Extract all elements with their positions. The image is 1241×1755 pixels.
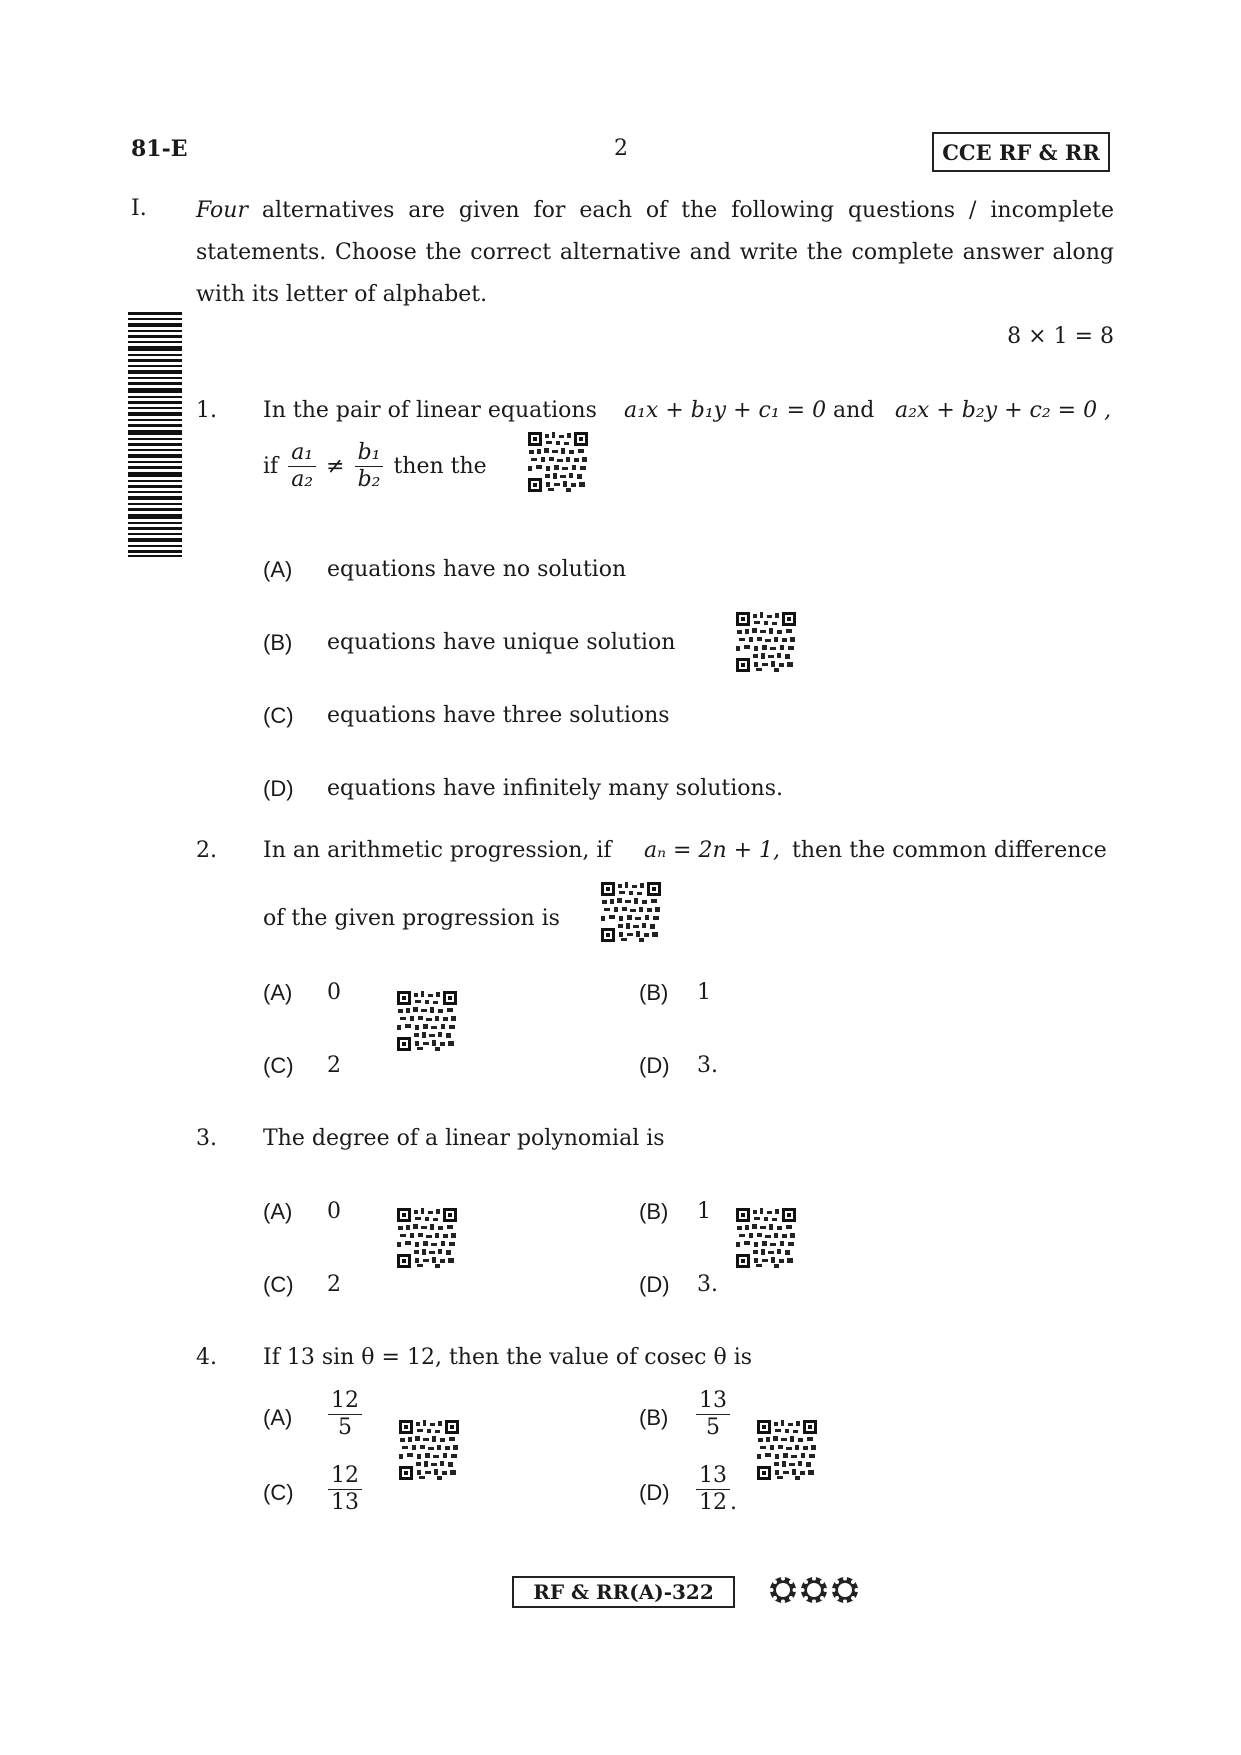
section-number: I. xyxy=(131,196,147,221)
option-fraction xyxy=(328,1388,362,1441)
option-label: (B) xyxy=(263,630,293,655)
page-number: 2 xyxy=(614,136,628,161)
fraction-numerator: 13 xyxy=(696,1388,730,1415)
option-label: (C) xyxy=(263,1480,294,1505)
exam-label-box xyxy=(932,132,1110,172)
question-text: then the common difference xyxy=(792,838,1107,863)
fraction-numerator: 12 xyxy=(328,1463,362,1490)
option-text: 0 xyxy=(327,1199,341,1224)
option-suffix: . xyxy=(730,1490,737,1515)
fraction-numerator: b₁ xyxy=(355,440,384,467)
option-fraction xyxy=(696,1388,730,1441)
option-fraction xyxy=(696,1463,730,1516)
option-text: 1 xyxy=(697,1199,711,1224)
qr-code-icon xyxy=(736,612,796,672)
option-text: equations have three solutions xyxy=(327,703,670,728)
option-text: equations have unique solution xyxy=(327,630,676,655)
question-text: If 13 sin θ = 12, then the value of cosec θ is xyxy=(263,1345,753,1370)
fraction-numerator: 13 xyxy=(696,1463,730,1490)
flower-symbol-icon xyxy=(830,1575,860,1605)
option-text: 0 xyxy=(327,980,341,1005)
option-label: (D) xyxy=(639,1053,670,1078)
equation-1: a₁x + b₁y + c₁ = 0 xyxy=(624,398,827,423)
option-text: equations have infinitely many solutions. xyxy=(327,776,783,801)
question-number: 3. xyxy=(196,1126,217,1151)
fraction-b xyxy=(355,440,384,493)
option-label: (C) xyxy=(263,703,294,728)
option-text: 3. xyxy=(697,1053,718,1078)
option-label: (C) xyxy=(263,1272,294,1297)
question-number: 2. xyxy=(196,838,217,863)
fraction-denominator: a₂ xyxy=(291,467,314,492)
option-label: (D) xyxy=(639,1480,670,1505)
paper-code: 81-E xyxy=(131,136,188,162)
question-text: of the given progression is xyxy=(263,906,560,931)
option-text: 2 xyxy=(327,1053,341,1078)
option-fraction xyxy=(328,1463,362,1516)
option-label: (C) xyxy=(263,1053,294,1078)
question-text: In the pair of linear equations xyxy=(263,398,597,423)
not-equal-sign: ≠ xyxy=(326,454,345,479)
flower-symbol-icon xyxy=(768,1575,798,1605)
qr-code-icon xyxy=(397,1208,457,1268)
option-label: (B) xyxy=(639,1199,669,1224)
fraction-denominator: 5 xyxy=(706,1415,720,1440)
fraction-denominator: 13 xyxy=(331,1490,359,1515)
question-text: The degree of a linear polynomial is xyxy=(263,1126,665,1151)
qr-code-icon xyxy=(736,1208,796,1268)
question-text: In an arithmetic progression, if xyxy=(263,838,612,863)
question-number: 4. xyxy=(196,1345,217,1370)
fraction-numerator: 12 xyxy=(328,1388,362,1415)
fraction-a xyxy=(288,440,316,493)
option-text: 2 xyxy=(327,1272,341,1297)
option-text: equations have no solution xyxy=(327,557,627,582)
if-word: if xyxy=(263,454,279,479)
section-instruction xyxy=(196,190,1114,358)
option-label: (D) xyxy=(639,1272,670,1297)
conjunction-and: and xyxy=(833,398,875,423)
condition-line xyxy=(263,440,487,493)
fraction-numerator: a₁ xyxy=(288,440,316,467)
qr-code-icon xyxy=(399,1420,459,1480)
fraction-denominator: 12 xyxy=(699,1490,727,1515)
option-text: 1 xyxy=(697,980,711,1005)
instruction-paragraph xyxy=(196,190,1114,316)
instruction-italic: Four xyxy=(196,198,248,223)
option-label: (B) xyxy=(639,1405,669,1430)
exam-label: CCE RF & RR xyxy=(942,139,1100,165)
barcode-icon xyxy=(128,312,182,557)
qr-code-icon xyxy=(601,882,661,942)
equation-2: a₂x + b₂y + c₂ = 0 , xyxy=(895,398,1112,423)
qr-code-icon xyxy=(528,432,588,492)
footer-code: RF & RR(A)-322 xyxy=(533,1580,714,1604)
instruction-text: alternatives are given for each of the following questions / incomplete statements. Choose the correct alternative and write the complete answer along with its letter of alphabet. xyxy=(196,198,1114,307)
fraction-denominator: b₂ xyxy=(357,467,381,492)
option-label: (A) xyxy=(263,557,293,582)
option-label: (D) xyxy=(263,776,294,801)
option-label: (A) xyxy=(263,980,293,1005)
marks-row xyxy=(196,316,1114,358)
fraction-denominator: 5 xyxy=(338,1415,352,1440)
qr-code-icon xyxy=(397,991,457,1051)
option-label: (A) xyxy=(263,1199,293,1224)
qr-code-icon xyxy=(757,1420,817,1480)
formula-an: aₙ = 2n + 1, xyxy=(644,838,781,863)
flower-symbol-icon xyxy=(799,1575,829,1605)
footer-code-box xyxy=(512,1576,735,1608)
question-number: 1. xyxy=(196,398,217,423)
option-label: (B) xyxy=(639,980,669,1005)
then-the-text: then the xyxy=(393,454,487,479)
marks-allocation: 8 × 1 = 8 xyxy=(1007,324,1114,349)
option-text: 3. xyxy=(697,1272,718,1297)
option-label: (A) xyxy=(263,1405,293,1430)
